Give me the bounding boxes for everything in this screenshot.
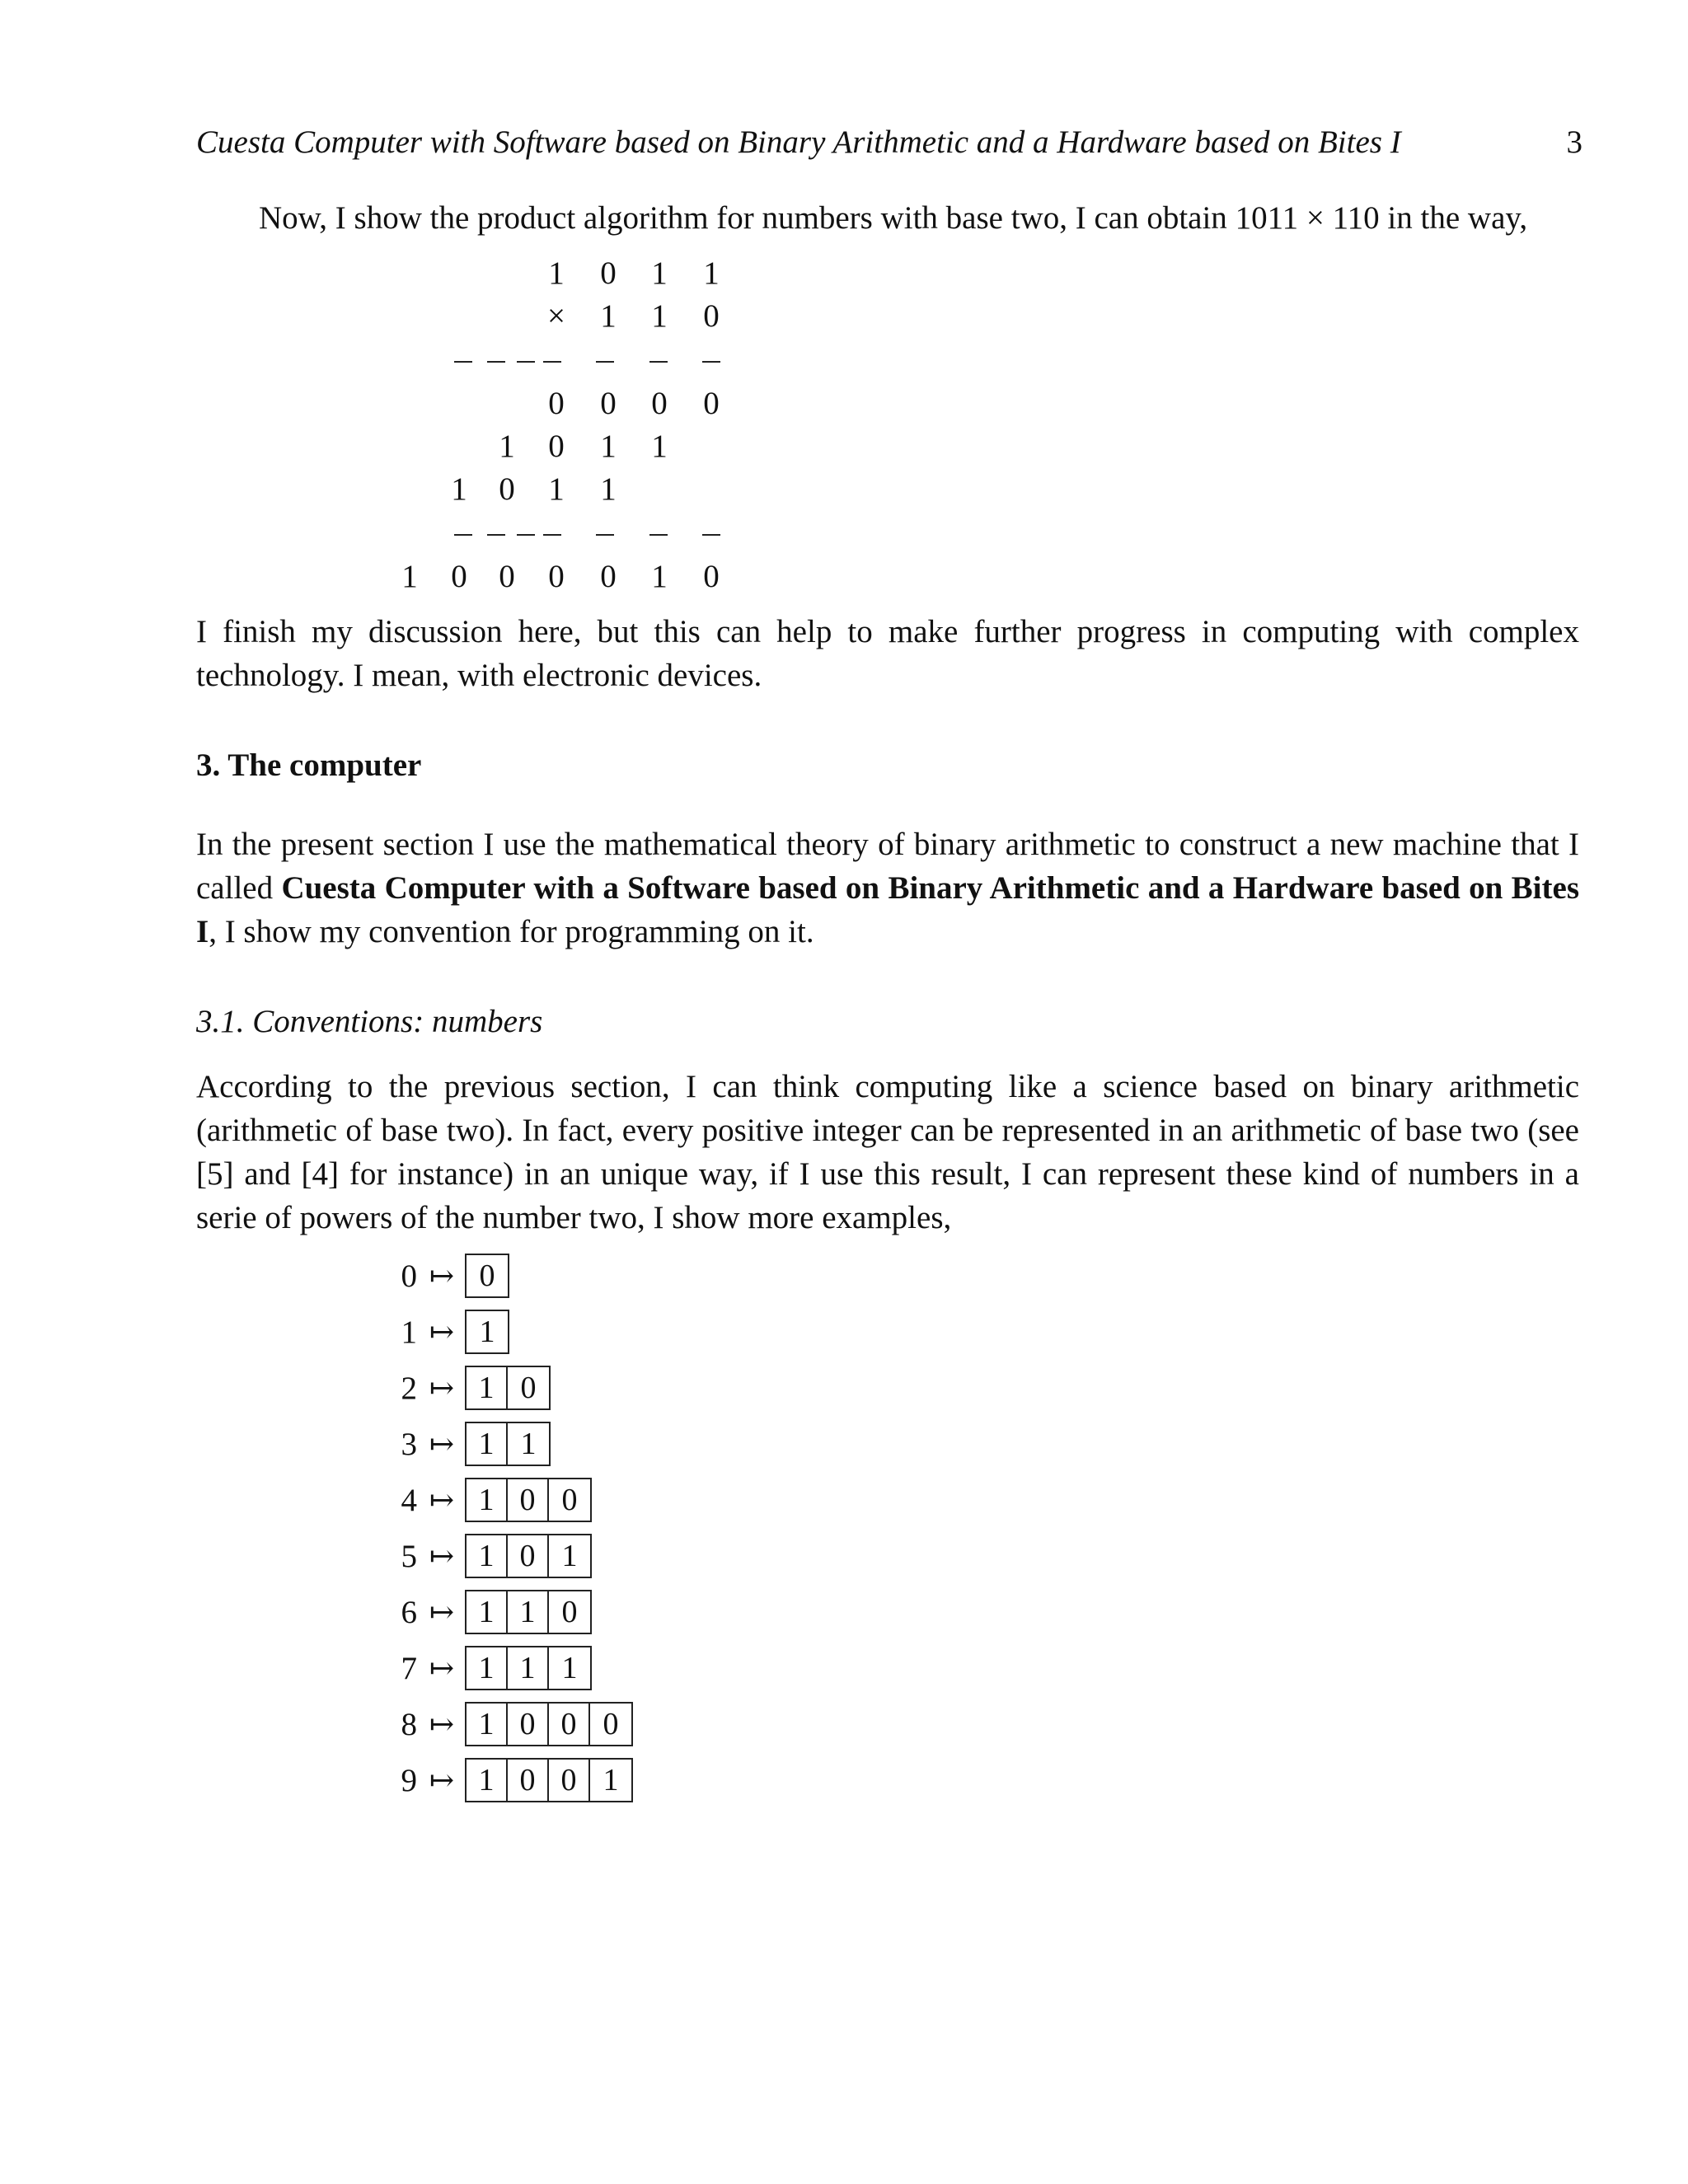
mult-digit: 1 (651, 298, 668, 334)
binary-row (387, 1757, 633, 1803)
maps-to-arrow: ↦ (429, 1259, 455, 1292)
dash (543, 534, 561, 536)
binary-row (387, 1589, 592, 1635)
result-digit: 1 (651, 559, 668, 594)
maps-to-arrow: ↦ (429, 1540, 455, 1572)
decimal-value: 8 (401, 1706, 417, 1742)
mult-digit: 0 (548, 386, 565, 421)
maps-to-arrow: ↦ (429, 1371, 455, 1404)
bit-cell: 0 (508, 1760, 549, 1801)
maps-to-arrow: ↦ (429, 1652, 455, 1685)
subsection-heading: 3.1. Conventions: numbers (196, 1004, 543, 1039)
mult-digit: 0 (651, 386, 668, 421)
result-digit: 0 (600, 559, 617, 594)
mult-digit: 0 (499, 471, 515, 507)
bit-cell: 0 (603, 1707, 619, 1741)
binary-row (387, 1477, 592, 1523)
section-paragraph (196, 823, 1579, 954)
bit-cell: 1 (508, 1647, 549, 1689)
maps-to-arrow: ↦ (429, 1315, 455, 1348)
section-heading: 3. The computer (196, 748, 422, 783)
bit-box (465, 1534, 592, 1578)
maps-to-arrow: ↦ (429, 1427, 455, 1460)
page-number: 3 (1566, 124, 1582, 160)
bit-box (465, 1758, 633, 1802)
intro-paragraph (196, 196, 1579, 240)
bit-cell: 1 (467, 1704, 508, 1745)
mult-digit: 1 (548, 471, 565, 507)
intro-text-before: Now, I show the product algorithm for numbers with base two, I can obtain (259, 200, 1236, 236)
dash (649, 361, 668, 363)
decimal-value: 5 (401, 1538, 417, 1574)
mult-digit: 0 (703, 386, 720, 421)
binary-row (387, 1645, 592, 1691)
bit-cell: 1 (508, 1591, 549, 1633)
binary-row (387, 1533, 592, 1579)
bit-cell: 1 (467, 1591, 508, 1633)
mult-digit: 1 (651, 255, 668, 291)
dash (543, 361, 561, 363)
mult-digit: 1 (451, 471, 467, 507)
result-digit: 0 (499, 559, 515, 594)
bit-cell: 1 (467, 1760, 508, 1801)
mult-digit: 1 (651, 429, 668, 464)
mult-digit: 1 (600, 298, 617, 334)
decimal-value: 3 (401, 1426, 417, 1462)
maps-to-arrow: ↦ (429, 1483, 455, 1516)
maps-to-arrow: ↦ (429, 1596, 455, 1629)
bit-box (465, 1590, 592, 1634)
bit-box (465, 1702, 633, 1746)
dash (454, 534, 472, 536)
dash (487, 534, 505, 536)
bit-cell: 0 (508, 1535, 549, 1577)
mult-digit: 1 (600, 429, 617, 464)
bit-cell: 1 (520, 1427, 537, 1461)
bit-box (465, 1310, 509, 1354)
times-sign: × (547, 298, 565, 334)
bit-cell: 1 (603, 1763, 619, 1797)
dash (517, 534, 535, 536)
dash (487, 361, 505, 363)
mult-digit: 0 (600, 255, 617, 291)
computer-name: Cuesta Computer with a Software based on Binary Arithmetic and a Hardware based on Bites I (196, 870, 1579, 949)
dash (649, 534, 668, 536)
section-text-after: , I show my convention for programming on it. (209, 914, 814, 949)
mult-digit: 1 (600, 471, 617, 507)
mult-digit: 0 (703, 298, 720, 334)
bit-cell: 0 (561, 1483, 578, 1517)
bit-cell: 1 (561, 1651, 578, 1685)
binary-row (387, 1421, 551, 1467)
dash (517, 361, 535, 363)
mult-digit: 0 (548, 429, 565, 464)
mult-digit: 1 (499, 429, 515, 464)
maps-to-arrow: ↦ (429, 1764, 455, 1797)
dash (702, 534, 720, 536)
binary-row (387, 1309, 509, 1355)
decimal-value: 1 (401, 1314, 417, 1350)
result-digit: 0 (703, 559, 720, 594)
binary-row (387, 1701, 633, 1747)
result-digit: 1 (401, 559, 418, 594)
bit-cell: 1 (561, 1539, 578, 1573)
decimal-value: 4 (401, 1482, 417, 1518)
mult-digit: 1 (703, 255, 720, 291)
bit-cell: 0 (561, 1595, 578, 1629)
bit-cell: 0 (479, 1258, 495, 1293)
bit-cell: 1 (467, 1479, 508, 1521)
decimal-value: 7 (401, 1650, 417, 1686)
decimal-value: 9 (401, 1762, 417, 1798)
bit-cell: 0 (549, 1760, 590, 1801)
dash (596, 361, 614, 363)
dash (454, 361, 472, 363)
bit-box (465, 1422, 551, 1466)
bit-cell: 0 (549, 1704, 590, 1745)
decimal-value: 6 (401, 1594, 417, 1630)
bit-cell: 0 (508, 1704, 549, 1745)
bit-cell: 1 (467, 1647, 508, 1689)
dash (702, 361, 720, 363)
dash (596, 534, 614, 536)
section-text-before: In the present section I use the mathematical theory of binary arithmetic to construct a new machine that I called (196, 827, 1579, 906)
closing-paragraph: I finish my discussion here, but this can help to make further progress in computing with complex technology. I mean, with electronic devices. (196, 614, 1579, 693)
bit-cell: 0 (508, 1479, 549, 1521)
bit-cell: 1 (479, 1315, 495, 1349)
bit-box (465, 1366, 551, 1410)
running-head: Cuesta Computer with Software based on Binary Arithmetic and a Hardware based on Bites I (196, 124, 1401, 160)
mult-digit: 0 (600, 386, 617, 421)
mult-digit: 1 (548, 255, 565, 291)
intro-expression: 1011 × 110 (1235, 200, 1380, 236)
decimal-value: 0 (401, 1258, 417, 1294)
bit-cell: 1 (467, 1367, 508, 1408)
result-digit: 0 (451, 559, 467, 594)
bit-box (465, 1478, 592, 1522)
bit-box (465, 1646, 592, 1690)
result-digit: 0 (548, 559, 565, 594)
bit-cell: 1 (467, 1423, 508, 1465)
bit-cell: 1 (467, 1535, 508, 1577)
bit-box (465, 1254, 509, 1298)
maps-to-arrow: ↦ (429, 1708, 455, 1741)
binary-row (387, 1365, 551, 1411)
binary-row (387, 1253, 509, 1299)
bit-cell: 0 (520, 1371, 537, 1405)
intro-text-after: in the way, (1379, 200, 1528, 236)
decimal-value: 2 (401, 1370, 417, 1406)
conventions-paragraph: According to the previous section, I can think computing like a science based on binary arithmetic (arithmetic of base two). In fact, every positive integer can be represented in an arithmetic of base two (see [5] and [4] for instance) in an unique way, if I use this result, I can represent these kind of numbers in a serie of powers of the number two, I show more examples, (196, 1069, 1579, 1235)
